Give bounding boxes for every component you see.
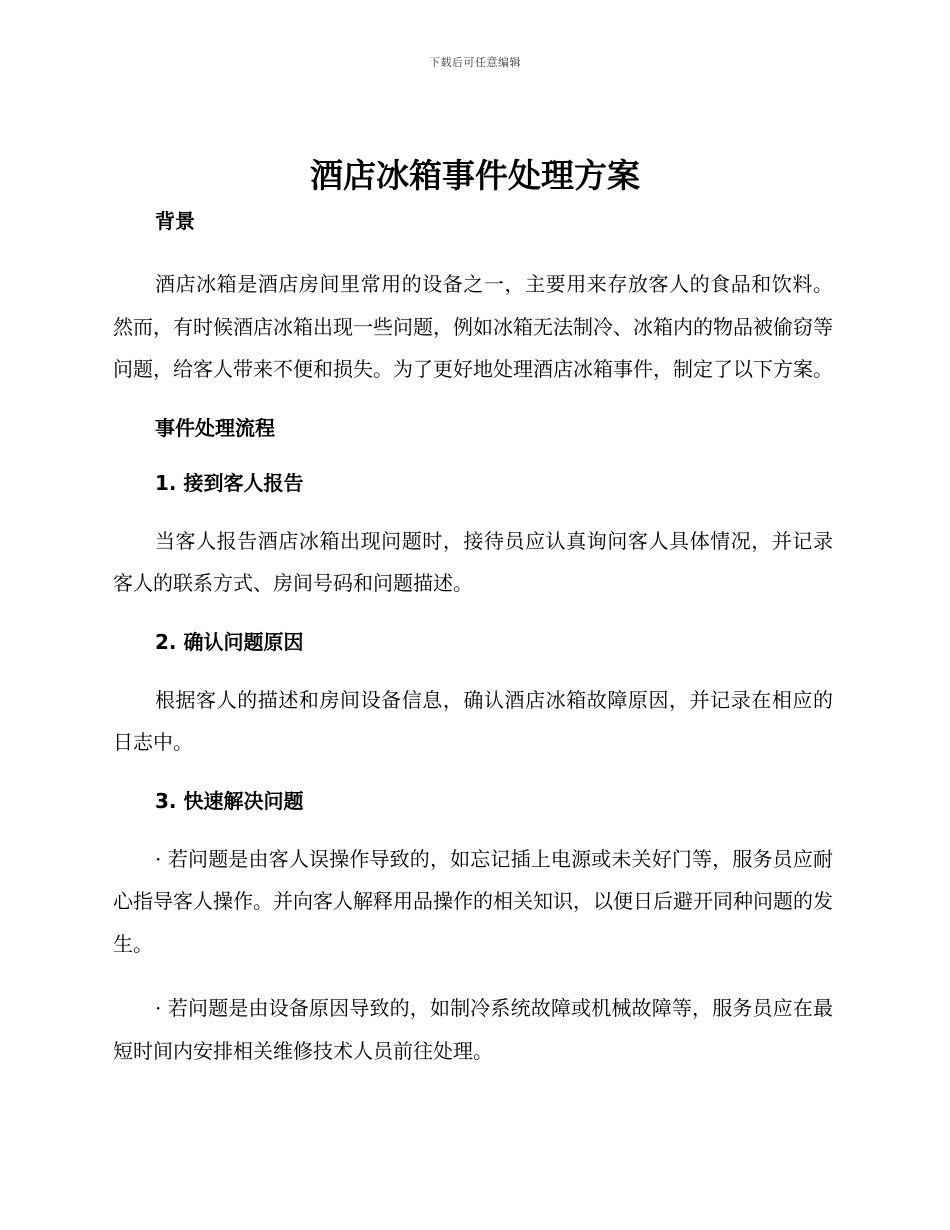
header-note: 下载后可任意编辑 [429, 56, 521, 69]
step-heading-2: 2. 确认问题原因 [155, 629, 304, 654]
step-heading-1: 1. 接到客人报告 [155, 470, 304, 495]
bullet-item-1: · 若问题是由客人误操作导致的，如忘记插上电源或未关好门等，服务员应耐心指导客人操作。并向客人解释用品操作的相关知识，以便日后避开同种问题的发生。 [113, 846, 833, 956]
paragraph-step-2: 根据客人的描述和房间设备信息，确认酒店冰箱故障原因，并记录在相应的日志中。 [113, 687, 833, 754]
section-heading-process: 事件处理流程 [155, 415, 275, 440]
bullet-item-2: · 若问题是由设备原因导致的，如制冷系统故障或机械故障等，服务员应在最短时间内安排相关维修技术人员前往处理。 [113, 996, 833, 1063]
step-heading-3: 3. 快速解决问题 [155, 788, 304, 813]
document-title: 酒店冰箱事件处理方案 [310, 156, 640, 195]
section-heading-background: 背景 [155, 209, 195, 233]
paragraph-step-1: 当客人报告酒店冰箱出现问题时，接待员应认真询问客人具体情况，并记录客人的联系方式、房间号码和问题描述。 [113, 528, 833, 595]
document-body [113, 206, 833, 1072]
paragraph-background: 酒店冰箱是酒店房间里常用的设备之一，主要用来存放客人的食品和饮料。然而，有时候酒店冰箱出现一些问题，例如冰箱无法制冷、冰箱内的物品被偷窃等问题，给客人带来不便和损失。为了更好地处理酒店冰箱事件，制定了以下方案。 [113, 272, 833, 381]
